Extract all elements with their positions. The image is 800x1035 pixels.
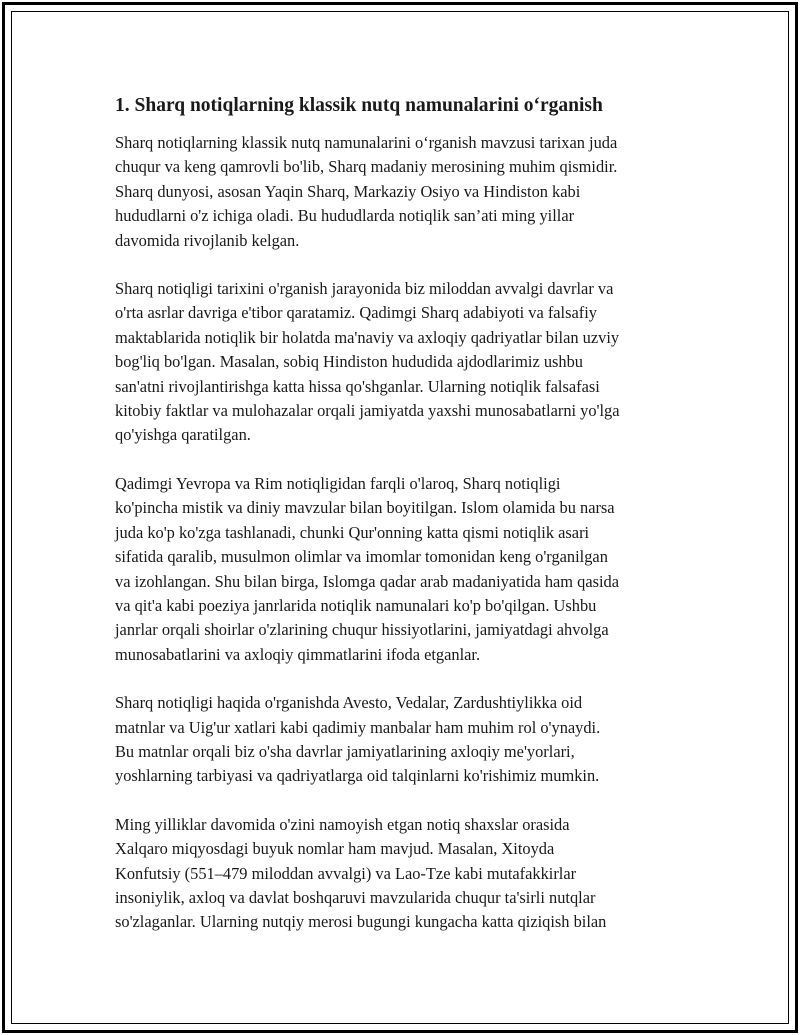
text-line: Sharq notiqligi haqida o'rganishda Avesto, Vedalar, Zardushtiylikka oid — [115, 693, 583, 713]
text-line: va izohlangan. Shu bilan birga, Islomga qadar arab madaniyatida ham qasida — [115, 571, 620, 591]
text-line: davomida rivojlanib kelgan. — [115, 230, 300, 250]
paragraph-4 — [115, 691, 695, 789]
paragraph-1 — [115, 131, 695, 253]
text-line: chuqur va keng qamrovli bo'lib, Sharq madaniy merosining muhim qismidir. — [115, 157, 618, 177]
text-line: san'atni rivojlantirishga katta hissa qo'shganlar. Ularning notiqlik falsafasi — [115, 376, 600, 396]
text-line: Xalqaro miqyosdagi buyuk nomlar ham mavjud. Masalan, Xitoyda — [115, 839, 555, 859]
text-line: insoniylik, axloq va davlat boshqaruvi mavzularida chuqur ta'sirli nutqlar — [115, 887, 596, 907]
text-line: kitobiy faktlar va mulohazalar orqali jamiyatda yaxshi munosabatlarni yo'lga — [115, 401, 620, 421]
text-line: juda ko'p ko'zga tashlanadi, chunki Qur'onning katta qismi notiqlik asari — [115, 522, 590, 542]
section-heading: 1. Sharq notiqlarning klassik nutq namunalarini o‘rganish — [115, 95, 603, 116]
text-line: hududlarni o'z ichiga oladi. Bu hududlarda notiqlik san’ati ming yillar — [115, 206, 575, 226]
text-line: matnlar va Uig'ur xatlari kabi qadimiy manbalar ham muhim rol o'ynaydi. — [115, 717, 601, 737]
paragraph-2 — [115, 277, 695, 448]
text-line: Qadimgi Yevropa va Rim notiqligidan farqli o'laroq, Sharq notiqligi — [115, 473, 561, 493]
text-line: so'zlaganlar. Ularning nutqiy merosi bugungi kungacha katta qiziqish bilan — [115, 912, 607, 932]
text-line: va qit'a kabi poeziya janrlarida notiqlik namunalari ko'p bo'qilgan. Ushbu — [115, 595, 597, 615]
text-line: yoshlarning tarbiyasi va qadriyatlarga oid talqinlarni ko'rishimiz mumkin. — [115, 766, 600, 786]
text-line: Sharq dunyosi, asosan Yaqin Sharq, Markaziy Osiyo va Hindiston kabi — [115, 181, 581, 201]
text-line: janrlar orqali shoirlar o'zlarining chuqur hissiyotlarini, jamiyatdagi ahvolga — [115, 620, 609, 640]
text-line: Sharq notiqlarning klassik nutq namunalarini o‘rganish mavzusi tarixan juda — [115, 133, 618, 152]
text-line: Ming yilliklar davomida o'zini namoyish etgan notiq shaxslar orasida — [115, 814, 570, 834]
document-content — [115, 93, 695, 959]
text-line: o'rta asrlar davriga e'tibor qaratamiz. Qadimgi Sharq adabiyoti va falsafiy — [115, 303, 597, 323]
text-line: Konfutsiy (551–479 miloddan avvalgi) va Lao-Tze kabi mutafakkirlar — [115, 863, 577, 883]
text-line: ko'pincha mistik va diniy mavzular bilan boyitilgan. Islom olamida bu narsa — [115, 498, 615, 518]
text-line: sifatida qaralib, musulmon olimlar va imomlar tomonidan keng o'rganilgan — [115, 547, 608, 567]
document-page — [2, 2, 798, 1033]
paragraph-3 — [115, 472, 695, 667]
text-line: qo'yishga qaratilgan. — [115, 425, 251, 445]
text-line: Sharq notiqligi tarixini o'rganish jarayonida biz miloddan avvalgi davrlar va — [115, 279, 614, 299]
text-line: Bu matnlar orqali biz o'sha davrlar jamiyatlarining axloqiy me'yorlari, — [115, 741, 575, 761]
text-line: bog'liq bo'lgan. Masalan, sobiq Hindiston hududida ajdodlarimiz ushbu — [115, 352, 583, 372]
text-line: maktablarida notiqlik bir holatda ma'naviy va axloqiy qadriyatlar bilan uzviy — [115, 327, 620, 347]
text-line: munosabatlarini va axloqiy qimmatlarini ifoda etganlar. — [115, 644, 481, 664]
paragraph-5 — [115, 813, 695, 935]
